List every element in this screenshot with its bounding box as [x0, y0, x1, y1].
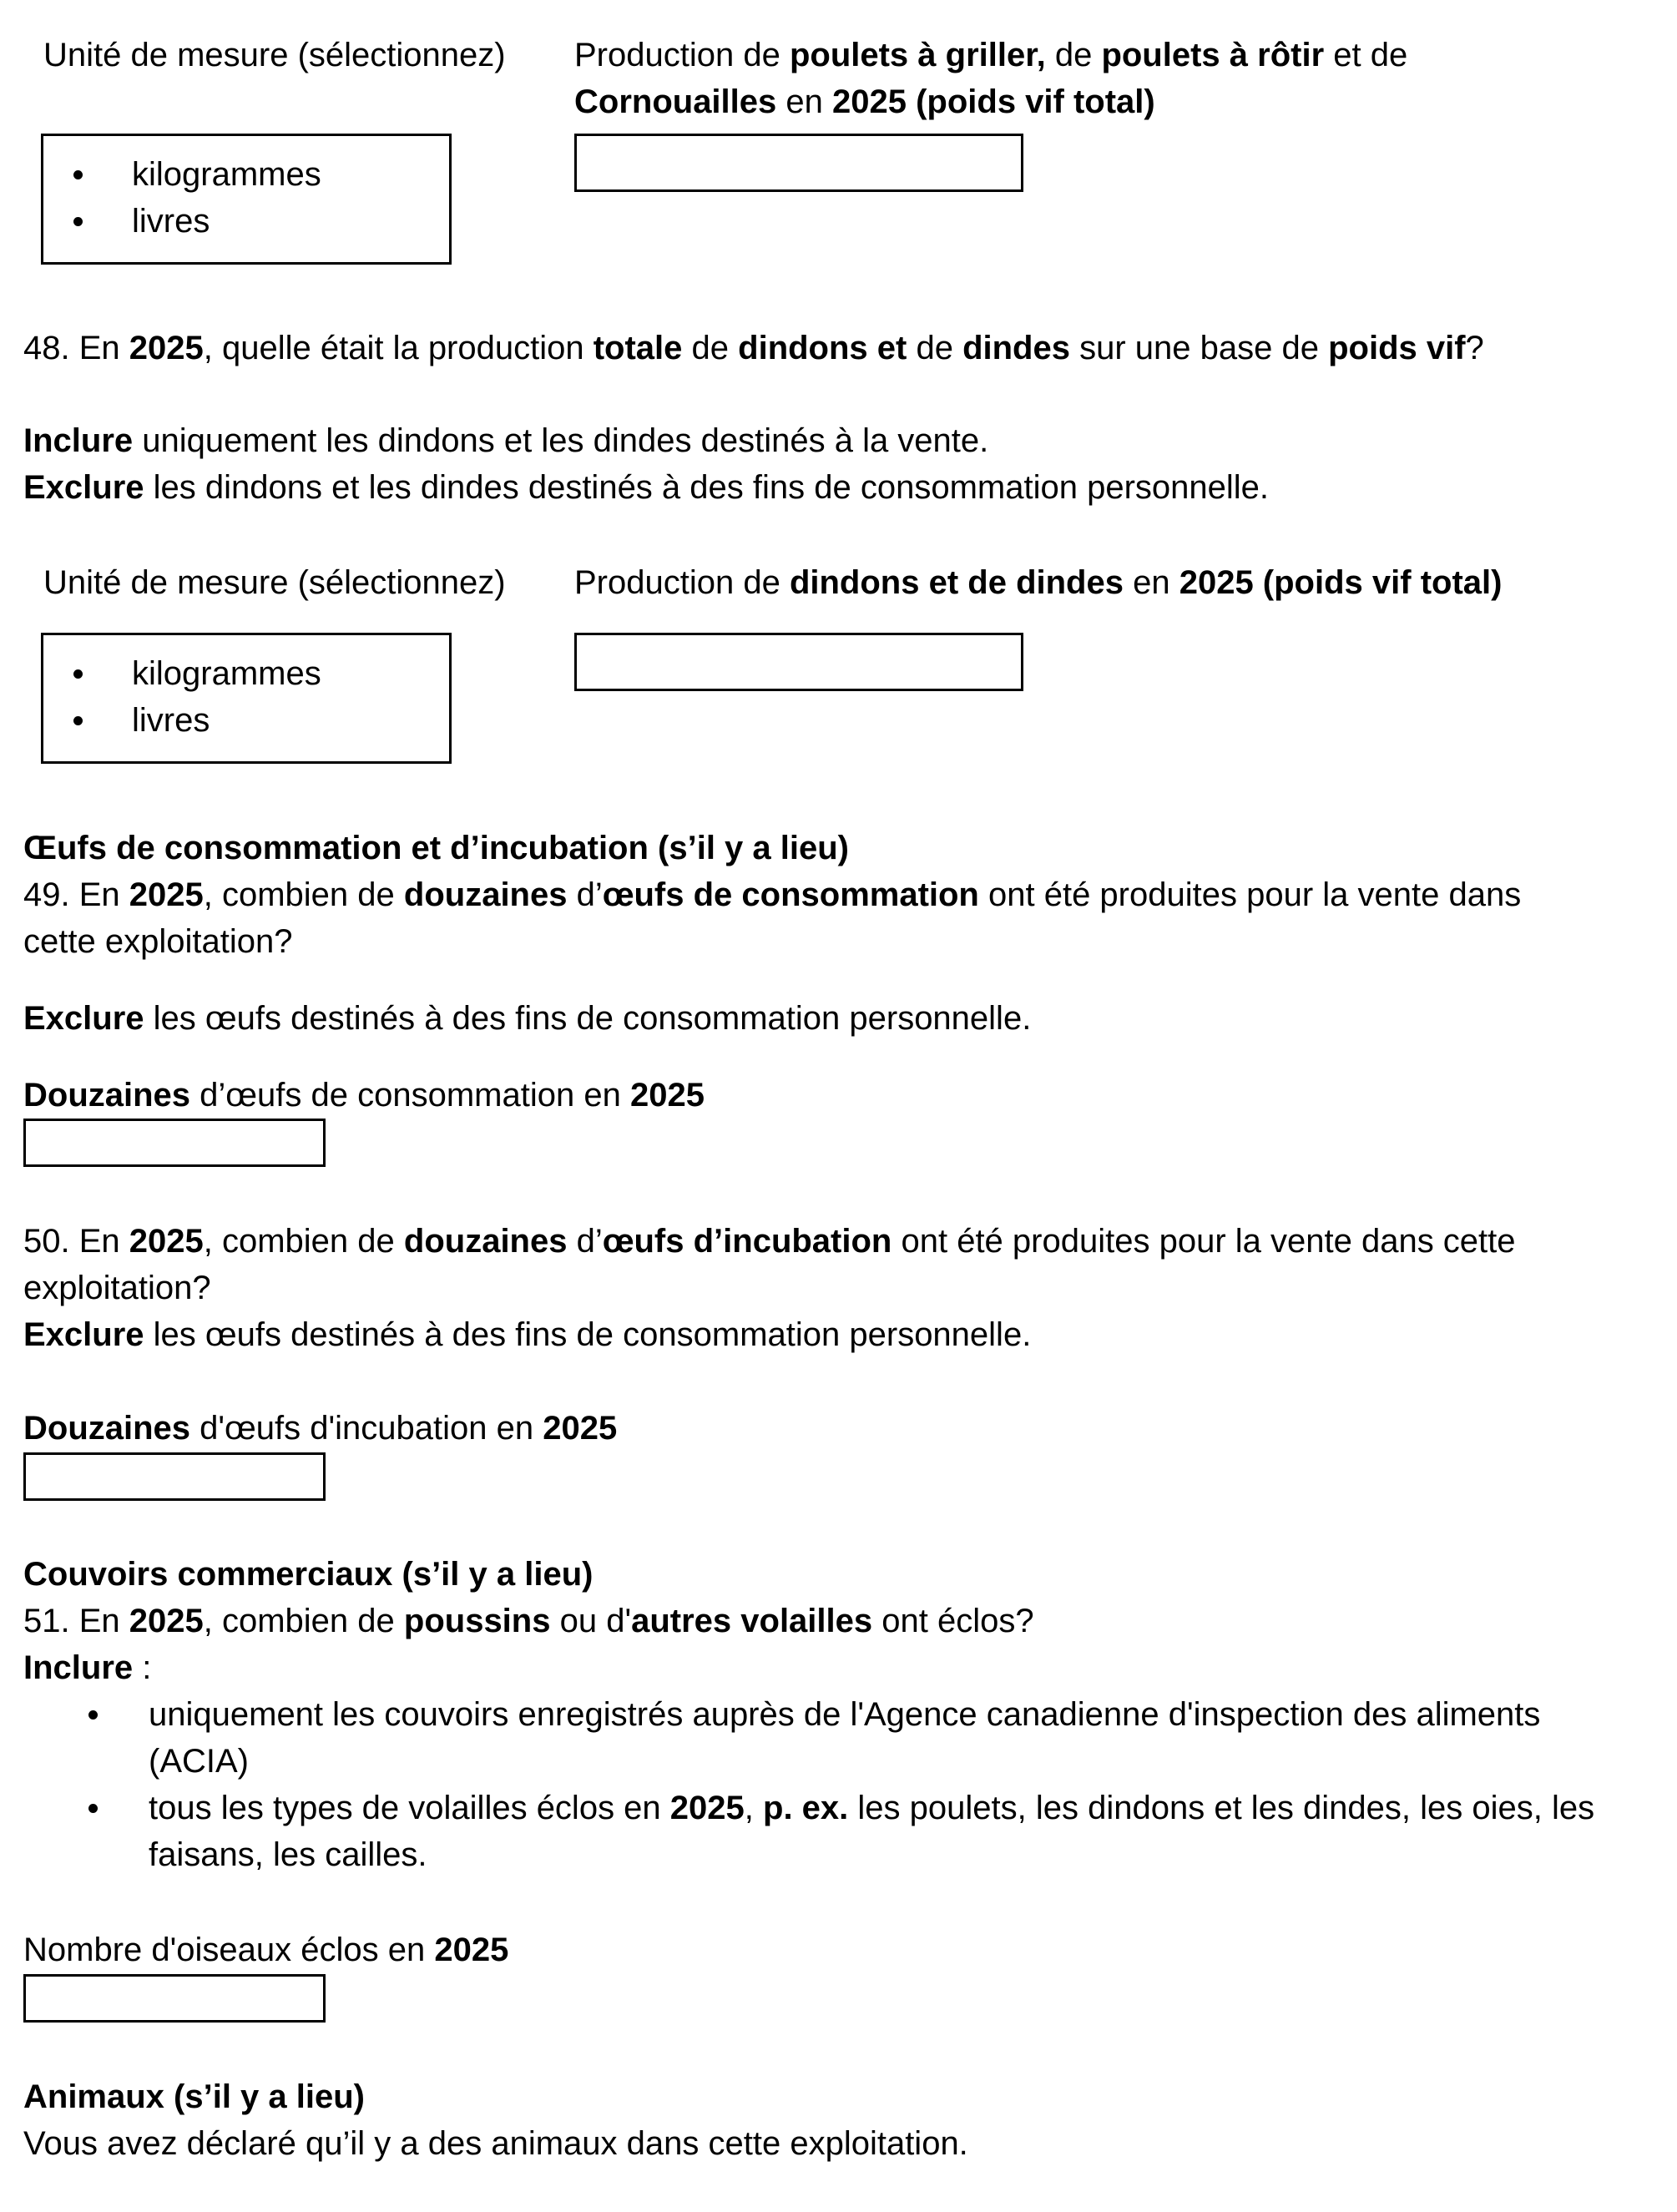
q49-field-label: Douzaines d’œufs de consommation en 2025: [23, 1077, 705, 1114]
bullet-icon: [73, 170, 83, 179]
unit-select-list[interactable]: [41, 633, 452, 764]
q49-exclude: Exclure les œufs destinés à des fins de consommation personnelle.: [23, 1000, 1032, 1037]
turkey-production-input[interactable]: [574, 633, 1023, 691]
question-49-line2: cette exploitation?: [23, 923, 293, 960]
hatching-eggs-dozens-input[interactable]: [23, 1452, 326, 1501]
unit-select-list[interactable]: [41, 134, 452, 265]
unit-option-kilogrammes[interactable]: kilogrammes: [43, 650, 321, 697]
q48-exclude: Exclure les dindons et les dindes destinés à des fins de consommation personnelle.: [23, 469, 1270, 506]
bullet-icon: [73, 217, 83, 226]
section-heading-animals: Animaux (s’il y a lieu): [23, 2078, 366, 2115]
bullet-icon: [88, 1804, 98, 1813]
question-51: 51. En 2025, combien de poussins ou d'autres volailles ont éclos?: [23, 1603, 1034, 1639]
section-heading-hatcheries: Couvoirs commerciaux (s’il y a lieu): [23, 1556, 594, 1593]
section-heading-eggs: Œufs de consommation et d’incubation (s’il y a lieu): [23, 830, 850, 866]
question-48: 48. En 2025, quelle était la production totale de dindons et de dindes sur une base de poids vif?: [23, 330, 1484, 366]
unit-label: Unité de mesure (sélectionnez): [43, 37, 506, 73]
list-item: tous les types de volailles éclos en 2025, p. ex. les poulets, les dindons et les dindes, les oies, les faisans, les cailles.: [83, 1785, 1653, 1878]
bullet-icon: [73, 716, 83, 725]
q51-include: Inclure :: [23, 1649, 152, 1686]
unit-label: Unité de mesure (sélectionnez): [43, 564, 506, 601]
broiler-production-input[interactable]: [574, 134, 1023, 192]
bullet-icon: [88, 1710, 98, 1720]
hatched-birds-input[interactable]: [23, 1974, 326, 2023]
q51-field-label: Nombre d'oiseaux éclos en 2025: [23, 1932, 509, 1968]
unit-option-livres[interactable]: livres: [43, 198, 321, 245]
production-label-line2: Cornouailles en 2025 (poids vif total): [574, 83, 1155, 120]
unit-option-kilogrammes[interactable]: kilogrammes: [43, 151, 321, 198]
question-50-line2: exploitation?: [23, 1270, 211, 1306]
bullet-icon: [73, 669, 83, 679]
table-eggs-dozens-input[interactable]: [23, 1119, 326, 1167]
q51-include-list: [83, 1691, 1653, 1878]
production-label: Production de dindons et de dindes en 2025 (poids vif total): [574, 564, 1503, 601]
unit-option-livres[interactable]: livres: [43, 697, 321, 744]
list-item: uniquement les couvoirs enregistrés auprès de l'Agence canadienne d'inspection des aliments (ACIA): [83, 1691, 1653, 1785]
question-50: 50. En 2025, combien de douzaines d’œufs d’incubation ont été produites pour la vente dans cette: [23, 1223, 1516, 1260]
animals-text: Vous avez déclaré qu’il y a des animaux dans cette exploitation.: [23, 2125, 968, 2162]
production-label: Production de poulets à griller, de poulets à rôtir et de: [574, 37, 1408, 73]
q48-include: Inclure uniquement les dindons et les dindes destinés à la vente.: [23, 422, 989, 459]
question-49: 49. En 2025, combien de douzaines d’œufs de consommation ont été produites pour la vente dans: [23, 876, 1522, 913]
q50-field-label: Douzaines d'œufs d'incubation en 2025: [23, 1410, 618, 1447]
q50-exclude: Exclure les œufs destinés à des fins de consommation personnelle.: [23, 1316, 1032, 1353]
